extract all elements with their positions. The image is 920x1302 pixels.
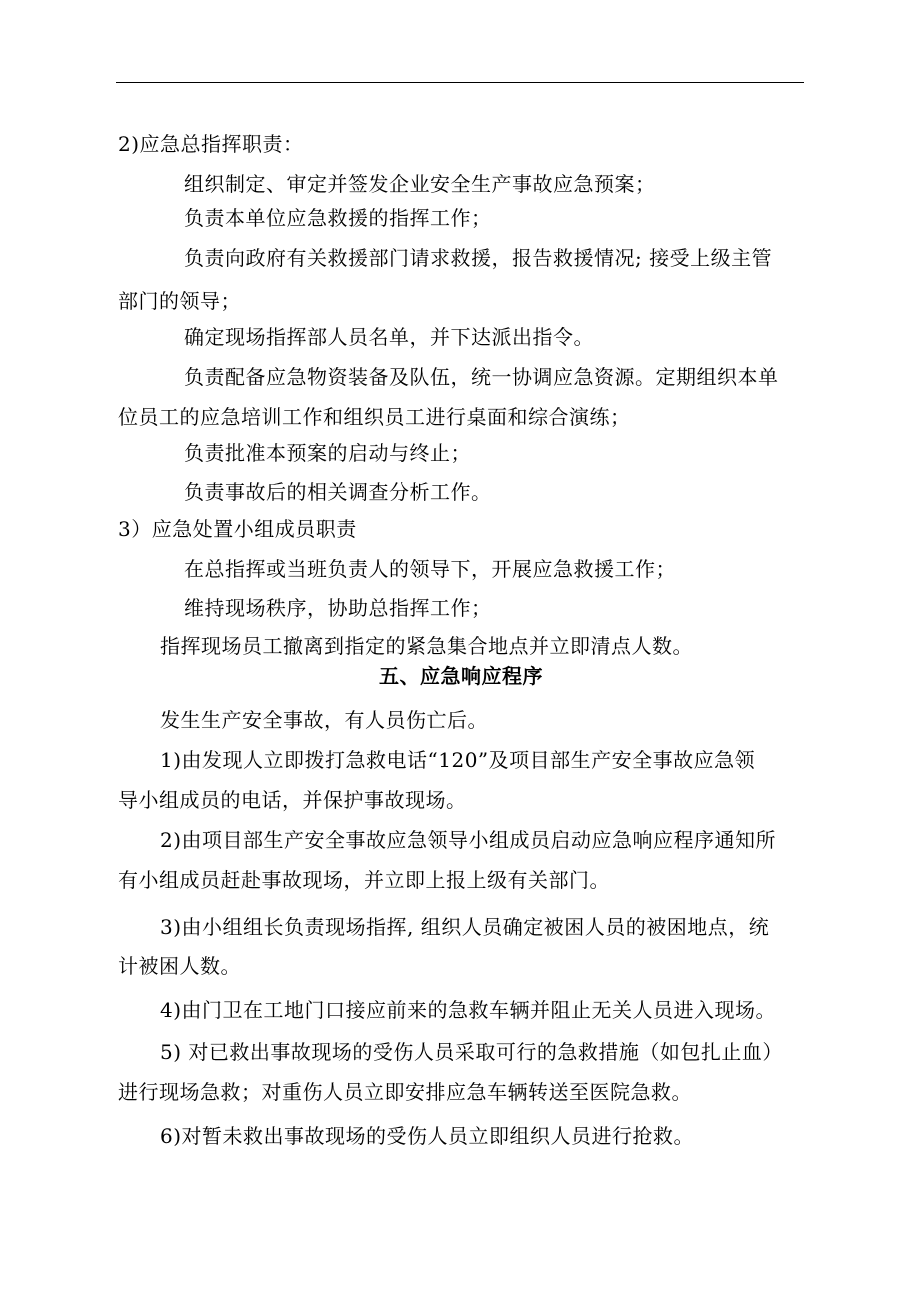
paragraph-line: 负责本单位应急救援的指挥工作； bbox=[184, 206, 492, 230]
paragraph-line: 5) 对已救出事故现场的受伤人员采取可行的急救措施（如包扎止血） bbox=[160, 1040, 783, 1064]
paragraph-line: 3)由小组组长负责现场指挥, 组织人员确定被困人员的被困地点，统 bbox=[160, 915, 770, 939]
paragraph-line: 组织制定、审定并签发企业安全生产事故应急预案； bbox=[184, 172, 656, 196]
section-heading: 五、应急响应程序 bbox=[379, 664, 543, 688]
paragraph-line: 负责批准本预案的启动与终止； bbox=[184, 441, 471, 465]
paragraph-line: 维持现场秩序，协助总指挥工作； bbox=[184, 596, 492, 620]
paragraph-line: 发生生产安全事故，有人员伤亡后。 bbox=[160, 708, 488, 732]
paragraph-line: 进行现场急救；对重伤人员立即安排应急车辆转送至医院急救。 bbox=[118, 1080, 692, 1104]
paragraph-line: 负责事故后的相关调查分析工作。 bbox=[184, 480, 492, 504]
paragraph-line: 导小组成员的电话，并保护事故现场。 bbox=[118, 788, 467, 812]
paragraph-line: 指挥现场员工撤离到指定的紧急集合地点并立即清点人数。 bbox=[160, 634, 693, 658]
paragraph-line: 负责配备应急物资装备及队伍，统一协调应急资源。定期组织本单 bbox=[184, 365, 779, 389]
paragraph-line: 1)由发现人立即拨打急救电话“120”及项目部生产安全事故应急领 bbox=[160, 748, 756, 772]
paragraph-line: 负责向政府有关救援部门请求救援，报告救援情况; 接受上级主管 bbox=[184, 246, 773, 270]
header-rule bbox=[116, 82, 804, 83]
section-2-title: 2)应急总指挥职责： bbox=[118, 132, 304, 156]
paragraph-line: 6)对暂未救出事故现场的受伤人员立即组织人员进行抢救。 bbox=[160, 1124, 695, 1148]
paragraph-line: 4)由门卫在工地门口接应前来的急救车辆并阻止无关人员进入现场。 bbox=[160, 998, 777, 1022]
paragraph-line: 位员工的应急培训工作和组织员工进行桌面和综合演练； bbox=[118, 405, 631, 429]
paragraph-line: 确定现场指挥部人员名单，并下达派出指令。 bbox=[184, 325, 594, 349]
paragraph-line: 2)由项目部生产安全事故应急领导小组成员启动应急响应程序通知所 bbox=[160, 828, 777, 852]
paragraph-line: 计被困人数。 bbox=[118, 954, 241, 978]
paragraph-line: 在总指挥或当班负责人的领导下，开展应急救援工作； bbox=[184, 557, 676, 581]
paragraph-line: 有小组成员赶赴事故现场，并立即上报上级有关部门。 bbox=[118, 868, 610, 892]
section-3-title: 3）应急处置小组成员职责 bbox=[118, 517, 357, 541]
paragraph-line: 部门的领导； bbox=[118, 289, 241, 313]
